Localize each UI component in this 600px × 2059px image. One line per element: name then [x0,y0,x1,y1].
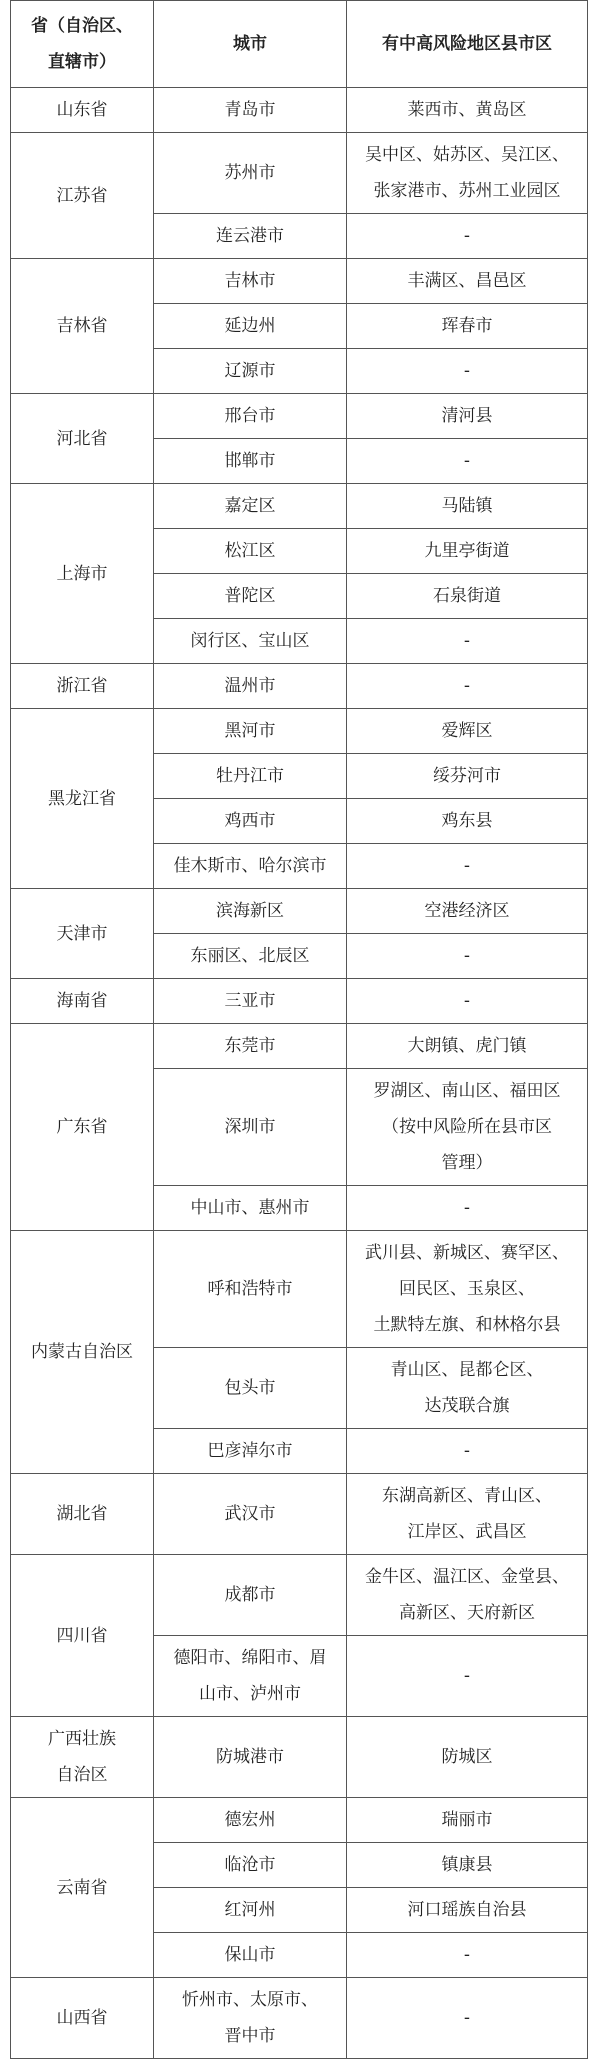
city-cell: 苏州市 [154,133,347,214]
city-cell: 嘉定区 [154,484,347,529]
cell-line: 吴中区、姑苏区、吴江区、 [365,145,569,165]
city-cell: 闵行区、宝山区 [154,619,347,664]
cell-line: 晋中市 [224,2026,276,2046]
city-cell: 鸡西市 [154,799,347,844]
table-body [11,88,588,2059]
city-cell: 松江区 [154,529,347,574]
risk-area-cell: - [347,934,588,979]
city-cell: 延边州 [154,304,347,349]
city-cell: 巴彦淖尔市 [154,1429,347,1474]
header-row [11,1,588,88]
table-row [11,484,588,529]
city-cell: 深圳市 [154,1069,347,1186]
risk-area-cell: - [347,1636,588,1717]
risk-area-cell [347,1555,588,1636]
city-cell: 防城港市 [154,1717,347,1798]
city-cell: 青岛市 [154,88,347,133]
province-cell: 江苏省 [11,133,154,259]
city-cell: 佳木斯市、哈尔滨市 [154,844,347,889]
risk-area-cell: 防城区 [347,1717,588,1798]
table-row [11,1978,588,2059]
table-row [11,1474,588,1555]
city-cell: 中山市、惠州市 [154,1186,347,1231]
cell-line: 回民区、玉泉区、 [399,1279,535,1299]
table-row [11,709,588,754]
province-cell: 湖北省 [11,1474,154,1555]
risk-area-cell [347,133,588,214]
risk-area-cell: 绥芬河市 [347,754,588,799]
province-cell: 浙江省 [11,664,154,709]
province-cell: 山西省 [11,1978,154,2059]
table-row [11,88,588,133]
table-row [11,1231,588,1348]
cell-line: 张家港市、苏州工业园区 [373,181,561,201]
city-cell: 呼和浩特市 [154,1231,347,1348]
city-cell: 德宏州 [154,1798,347,1843]
risk-area-cell: 大朗镇、虎门镇 [347,1024,588,1069]
cell-line: 管理） [441,1153,493,1173]
province-cell: 云南省 [11,1798,154,1978]
risk-area-cell: - [347,214,588,259]
risk-area-cell: - [347,349,588,394]
city-cell: 牡丹江市 [154,754,347,799]
city-cell: 连云港市 [154,214,347,259]
city-cell: 吉林市 [154,259,347,304]
risk-area-cell: - [347,1933,588,1978]
risk-area-cell: - [347,439,588,484]
city-cell: 武汉市 [154,1474,347,1555]
table-row [11,1798,588,1843]
table-row [11,664,588,709]
province-cell: 黑龙江省 [11,709,154,889]
province-cell: 广东省 [11,1024,154,1231]
risk-area-cell: - [347,1186,588,1231]
risk-area-cell: 爱辉区 [347,709,588,754]
risk-area-cell [347,1069,588,1186]
risk-area-header: 有中高风险地区县市区 [347,1,588,88]
city-cell [154,1978,347,2059]
risk-area-cell: 九里亭街道 [347,529,588,574]
cell-line: 广西壮族 [48,1729,116,1749]
city-cell: 普陀区 [154,574,347,619]
province-cell: 四川省 [11,1555,154,1717]
table-row [11,889,588,934]
risk-area-cell: 清河县 [347,394,588,439]
city-cell: 临沧市 [154,1843,347,1888]
risk-area-cell: - [347,619,588,664]
table-row [11,1024,588,1069]
cell-line: 金牛区、温江区、金堂县、 [365,1567,569,1587]
cell-line: 土默特左旗、和林格尔县 [373,1315,561,1335]
risk-area-cell: 石泉街道 [347,574,588,619]
table-row [11,394,588,439]
province-cell: 河北省 [11,394,154,484]
risk-area-cell: - [347,1429,588,1474]
city-cell: 包头市 [154,1348,347,1429]
risk-area-cell: 河口瑶族自治县 [347,1888,588,1933]
city-cell: 黑河市 [154,709,347,754]
risk-area-cell: 瑞丽市 [347,1798,588,1843]
table-row [11,1717,588,1798]
cell-line: 山市、泸州市 [199,1684,301,1704]
city-cell [154,1636,347,1717]
cell-line: 武川县、新城区、赛罕区、 [365,1243,569,1263]
risk-area-cell: 珲春市 [347,304,588,349]
risk-area-cell [347,1231,588,1348]
risk-area-cell [347,1474,588,1555]
table-row [11,979,588,1024]
province-cell: 上海市 [11,484,154,664]
city-header: 城市 [154,1,347,88]
table-row [11,259,588,304]
risk-area-cell: - [347,664,588,709]
province-cell [11,1717,154,1798]
city-cell: 三亚市 [154,979,347,1024]
city-cell: 温州市 [154,664,347,709]
province-cell: 海南省 [11,979,154,1024]
city-cell: 成都市 [154,1555,347,1636]
city-cell: 辽源市 [154,349,347,394]
risk-area-cell: 丰满区、昌邑区 [347,259,588,304]
risk-area-cell: 镇康县 [347,1843,588,1888]
risk-area-cell [347,1348,588,1429]
city-cell: 保山市 [154,1933,347,1978]
risk-area-cell: 空港经济区 [347,889,588,934]
table-row [11,1555,588,1636]
risk-area-cell: 莱西市、黄岛区 [347,88,588,133]
cell-line: 东湖高新区、青山区、 [382,1486,552,1506]
cell-line: （按中风险所在县市区 [382,1117,552,1137]
cell-line: 罗湖区、南山区、福田区 [373,1081,561,1101]
cell-line: 江岸区、武昌区 [407,1522,527,1542]
cell-line: 德阳市、绵阳市、眉 [173,1648,327,1668]
city-cell: 滨海新区 [154,889,347,934]
province-cell: 山东省 [11,88,154,133]
risk-area-cell: - [347,844,588,889]
cell-line: 自治区 [56,1765,108,1785]
table-row [11,133,588,214]
risk-area-table [10,0,588,2059]
risk-area-cell: - [347,979,588,1024]
province-header: 省（自治区、 直辖市） [11,1,154,88]
province-cell: 天津市 [11,889,154,979]
risk-area-cell: 马陆镇 [347,484,588,529]
city-cell: 东莞市 [154,1024,347,1069]
risk-area-cell: 鸡东县 [347,799,588,844]
province-cell: 吉林省 [11,259,154,394]
risk-area-cell: - [347,1978,588,2059]
cell-line: 青山区、昆都仑区、 [390,1360,544,1380]
city-cell: 邢台市 [154,394,347,439]
cell-line: 达茂联合旗 [424,1396,510,1416]
cell-line: 忻州市、太原市、 [182,1990,318,2010]
province-cell: 内蒙古自治区 [11,1231,154,1474]
city-cell: 东丽区、北辰区 [154,934,347,979]
cell-line: 高新区、天府新区 [399,1603,535,1623]
city-cell: 邯郸市 [154,439,347,484]
city-cell: 红河州 [154,1888,347,1933]
